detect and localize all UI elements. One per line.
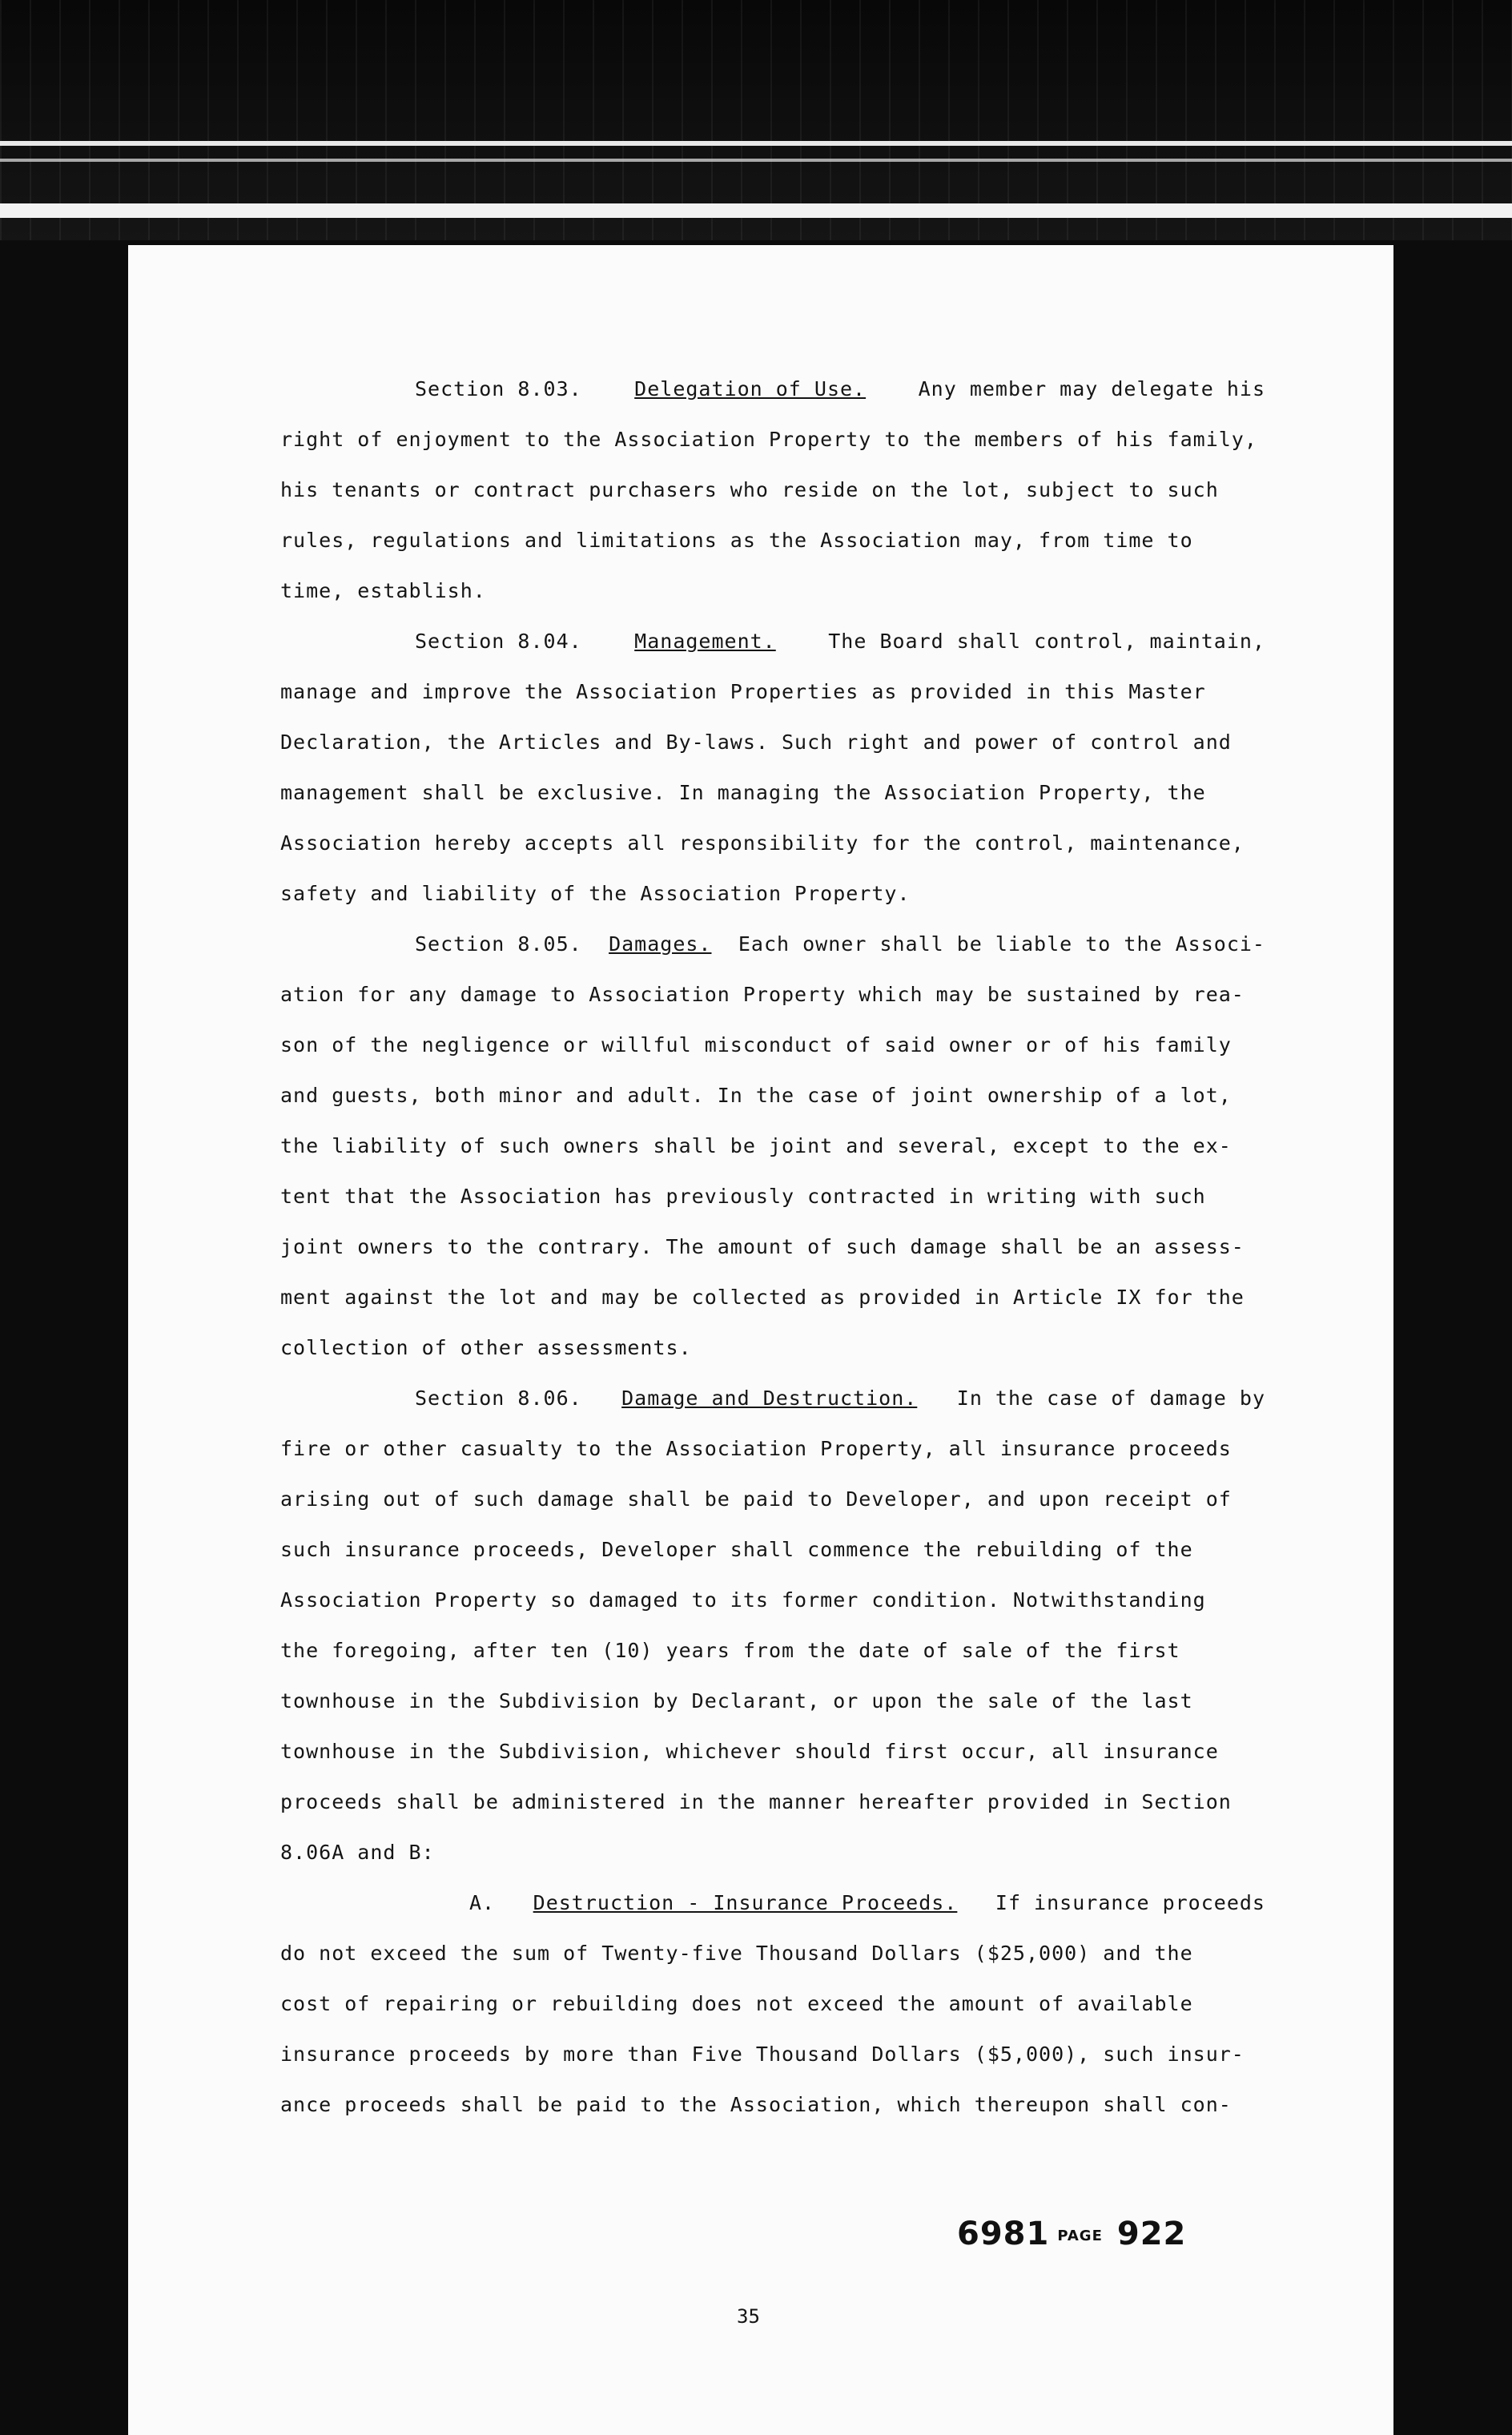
text-line	[280, 1625, 1265, 1676]
underlined-heading: Delegation of Use.	[634, 377, 867, 400]
document-page	[128, 245, 1393, 2435]
text-segment: his tenants or contract purchasers who reside on the lot, subject to such	[280, 478, 1219, 501]
text-line	[280, 1423, 1265, 1474]
book-page: 922	[1116, 2216, 1187, 2252]
text-line	[280, 414, 1265, 465]
text-segment: arising out of such damage shall be paid to Developer, and upon receipt of	[280, 1487, 1232, 1511]
page-number: 35	[737, 2305, 760, 2328]
text-line	[280, 1777, 1265, 1827]
text-line	[280, 868, 1265, 919]
document-body	[280, 364, 1265, 2130]
text-segment: safety and liability of the Association Property.	[280, 882, 911, 905]
text-line	[280, 2029, 1265, 2079]
text-line	[280, 1726, 1265, 1777]
text-segment: The Board shall control, maintain,	[828, 630, 1265, 653]
text-line	[280, 1272, 1265, 1322]
text-segment: rules, regulations and limitations as the Association may, from time to	[280, 529, 1193, 552]
text-line	[280, 1070, 1265, 1121]
text-segment: Association Property so damaged to its former condition. Notwithstanding	[280, 1588, 1206, 1612]
text-segment: ation for any damage to Association Property which may be sustained by rea-	[280, 983, 1245, 1006]
text-segment: Section 8.05.	[415, 932, 582, 956]
scan-rule-line	[0, 159, 1512, 162]
text-line	[280, 919, 1265, 969]
text-segment: Any member may delegate his	[918, 377, 1265, 400]
text-segment: such insurance proceeds, Developer shall commence the rebuilding of the	[280, 1538, 1193, 1561]
text-line	[280, 465, 1265, 515]
text-line	[280, 969, 1265, 1020]
text-segment: ance proceeds shall be paid to the Association, which thereupon shall con-	[280, 2093, 1232, 2116]
text-segment: manage and improve the Association Properties as provided in this Master	[280, 680, 1206, 703]
text-segment: A.	[469, 1891, 496, 1914]
text-segment: Each owner shall be liable to the Associ-	[738, 932, 1265, 956]
text-line	[280, 616, 1265, 666]
underlined-heading: Destruction - Insurance Proceeds.	[533, 1891, 958, 1914]
text-segment: ment against the lot and may be collected as provided in Article IX for the	[280, 1286, 1245, 1309]
text-line	[280, 1121, 1265, 1171]
text-segment: townhouse in the Subdivision by Declarant, or upon the sale of the last	[280, 1689, 1193, 1713]
text-segment: If insurance proceeds	[995, 1891, 1265, 1914]
text-line	[280, 515, 1265, 565]
text-segment: In the case of damage by	[956, 1387, 1265, 1410]
text-segment: Section 8.03.	[415, 377, 582, 400]
text-line	[280, 717, 1265, 767]
text-line	[280, 1928, 1265, 1978]
text-segment: cost of repairing or rebuilding does not exceed the amount of available	[280, 1992, 1193, 2015]
text-segment: time, establish.	[280, 579, 486, 602]
underlined-heading: Damages.	[609, 932, 712, 956]
text-segment: son of the negligence or willful misconduct of said owner or of his family	[280, 1033, 1232, 1057]
text-segment: collection of other assessments.	[280, 1336, 692, 1359]
text-line	[280, 1978, 1265, 2029]
text-segment: townhouse in the Subdivision, whichever should first occur, all insurance	[280, 1740, 1219, 1763]
text-line	[280, 2079, 1265, 2130]
text-line	[280, 666, 1265, 717]
text-line	[280, 818, 1265, 868]
text-segment: do not exceed the sum of Twenty-five Thousand Dollars ($25,000) and the	[280, 1942, 1193, 1965]
text-line	[280, 1171, 1265, 1222]
text-line	[280, 1020, 1265, 1070]
text-line	[280, 364, 1265, 414]
text-line	[280, 1474, 1265, 1524]
text-line	[280, 1676, 1265, 1726]
text-line	[280, 1524, 1265, 1575]
text-segment: Section 8.04.	[415, 630, 582, 653]
text-segment: 8.06A and B:	[280, 1841, 435, 1864]
text-line	[280, 1222, 1265, 1272]
underlined-heading: Damage and Destruction.	[621, 1387, 918, 1410]
text-segment: right of enjoyment to the Association Property to the members of his family,	[280, 428, 1257, 451]
text-segment: joint owners to the contrary. The amount of such damage shall be an assess-	[280, 1235, 1245, 1258]
text-line	[280, 1575, 1265, 1625]
text-segment: proceeds shall be administered in the manner hereafter provided in Section	[280, 1790, 1232, 1813]
text-line	[280, 1878, 1265, 1928]
text-line	[280, 565, 1265, 616]
book-page-mark: PAGE	[1057, 2227, 1103, 2244]
scan-rule-line	[0, 203, 1512, 218]
book-number: 6981	[957, 2216, 1050, 2252]
underlined-heading: Management.	[634, 630, 776, 653]
scan-rule-line	[0, 141, 1512, 146]
text-segment: the liability of such owners shall be joint and several, except to the ex-	[280, 1134, 1232, 1157]
text-segment: insurance proceeds by more than Five Thousand Dollars ($5,000), such insur-	[280, 2043, 1245, 2066]
text-line	[280, 1827, 1265, 1878]
text-segment: management shall be exclusive. In managing the Association Property, the	[280, 781, 1206, 804]
text-segment: the foregoing, after ten (10) years from the date of sale of the first	[280, 1639, 1180, 1662]
text-segment: tent that the Association has previously contracted in writing with such	[280, 1185, 1206, 1208]
text-segment: fire or other casualty to the Association Property, all insurance proceeds	[280, 1437, 1232, 1460]
text-segment: Section 8.06.	[415, 1387, 582, 1410]
text-line	[280, 767, 1265, 818]
text-segment: Declaration, the Articles and By-laws. Such right and power of control and	[280, 730, 1232, 754]
text-line	[280, 1322, 1265, 1373]
book-page-reference	[957, 2216, 1186, 2252]
text-segment: and guests, both minor and adult. In the case of joint ownership of a lot,	[280, 1084, 1232, 1107]
text-line	[280, 1373, 1265, 1423]
text-segment: Association hereby accepts all responsibility for the control, maintenance,	[280, 831, 1245, 855]
